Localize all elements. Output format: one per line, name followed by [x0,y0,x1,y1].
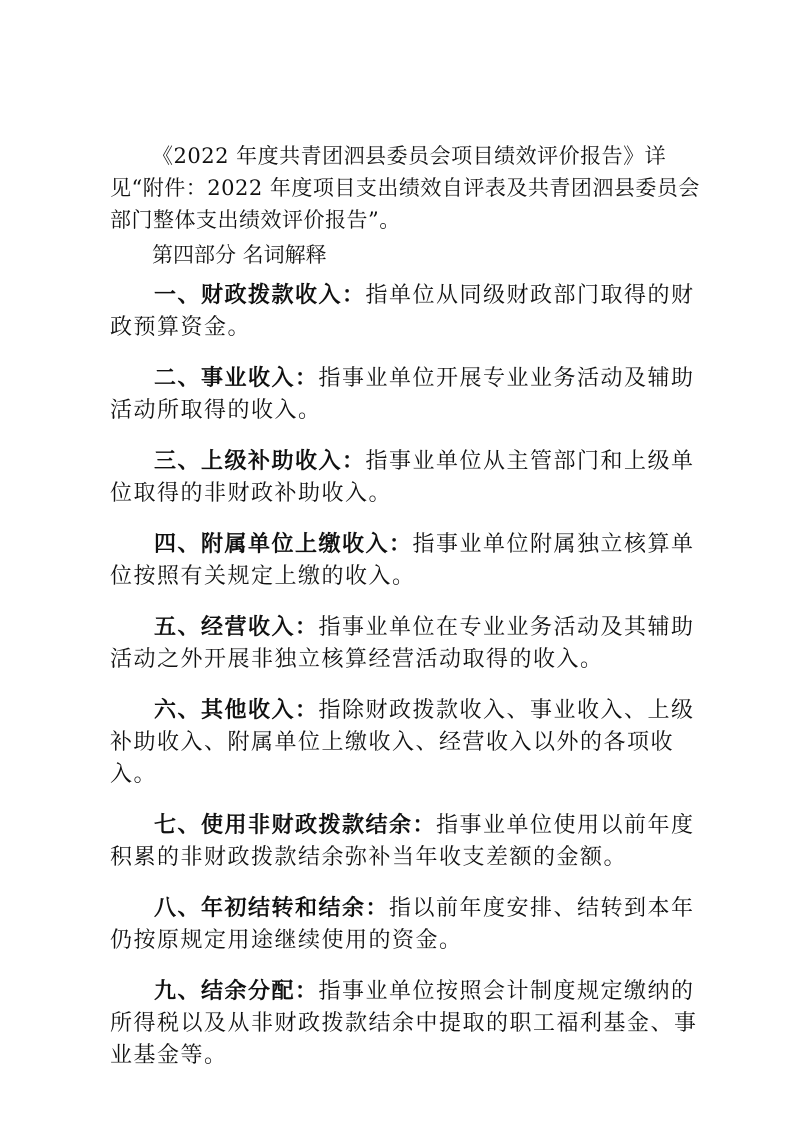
definition-item [110,893,700,957]
definition-text: 指除财政拨款收入、事业收入、上级补助收入、附属单位上缴收入、经营收入以外的各项收入。 [110,698,695,787]
definition-term: 四、附属单位上缴收入： [154,532,413,557]
definition-term: 二、事业收入： [154,366,319,391]
definition-item [110,612,700,676]
definition-item [110,529,700,593]
definition-term: 九、结余分配： [154,979,319,1004]
definition-term: 一、财政拨款收入： [154,283,366,308]
definition-text: 指事业单位从主管部门和上级单位取得的非财政补助收入。 [110,449,695,506]
definitions-list [110,280,700,1091]
definition-term: 三、上级补助收入： [154,449,366,474]
intro-paragraph: 《2022 年度共青团泗县委员会项目绩效评价报告》详见“附件：2022 年度项目支出绩效自评表及共青团泗县委员会部门整体支出绩效评价报告”。 [110,144,700,232]
definition-text: 指事业单位按照会计制度规定缴纳的所得税以及从非财政拨款结余中提取的职工福利基金、事业基金等。 [110,979,698,1068]
definition-term: 五、经营收入： [154,615,319,640]
definition-term: 八、年初结转和结余： [154,896,390,921]
definition-text: 指以前年度安排、结转到本年仍按原规定用途继续使用的资金。 [110,896,695,953]
definition-text: 指单位从同级财政部门取得的财政预算资金。 [110,283,695,340]
definition-item [110,976,700,1072]
definition-item [110,810,700,874]
definition-text: 指事业单位使用以前年度积累的非财政拨款结余弥补当年收支差额的金额。 [110,813,695,870]
definition-text: 指事业单位附属独立核算单位按照有关规定上缴的收入。 [110,532,695,589]
definition-item [110,363,700,427]
definition-item [110,446,700,510]
definition-item [110,280,700,344]
definition-text: 指事业单位开展专业业务活动及辅助活动所取得的收入。 [110,366,695,423]
definition-term: 六、其他收入： [154,698,319,723]
definition-text: 指事业单位在专业业务活动及其辅助活动之外开展非独立核算经营活动取得的收入。 [110,615,695,672]
definition-term: 七、使用非财政拨款结余： [154,813,437,838]
definition-item [110,695,700,791]
section-heading: 第四部分 名词解释 [152,243,327,267]
